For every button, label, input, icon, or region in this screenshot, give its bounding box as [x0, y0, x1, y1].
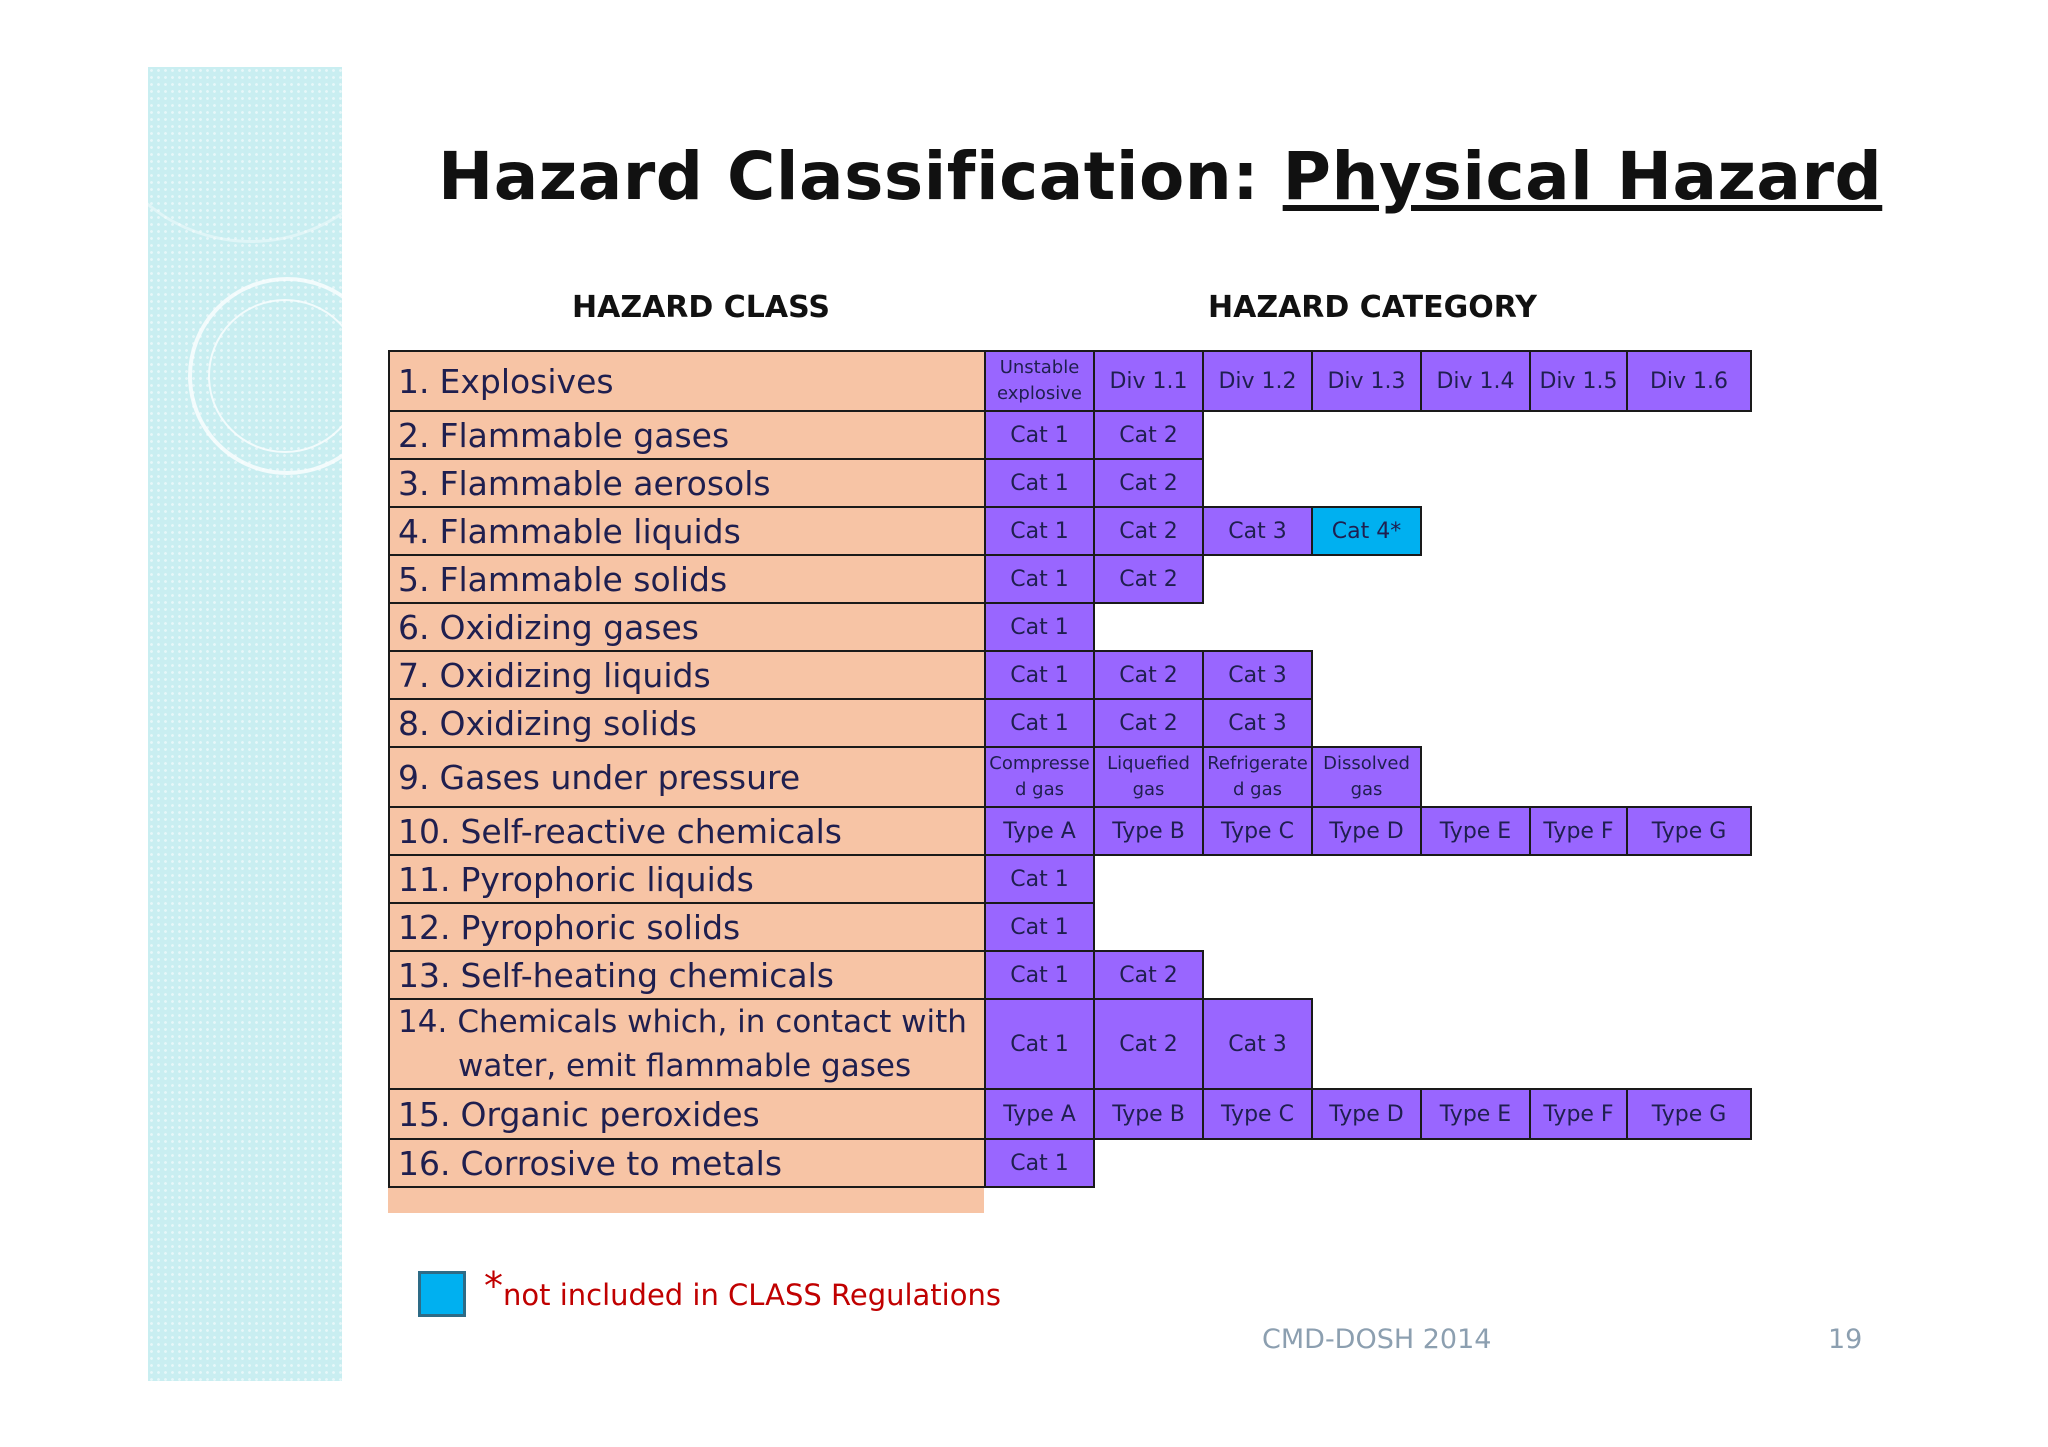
empty-cell	[1530, 699, 1627, 747]
empty-cell	[1627, 651, 1751, 699]
hazard-class-label: Gases under pressure	[439, 757, 801, 797]
hazard-category-cell: Cat 1	[985, 651, 1094, 699]
empty-cell	[1530, 999, 1627, 1089]
empty-cell	[1094, 603, 1203, 651]
hazard-class-label: Flammable gases	[439, 415, 730, 455]
hazard-class-cell	[389, 951, 985, 999]
empty-cell	[1094, 1139, 1203, 1187]
empty-cell	[1627, 1139, 1751, 1187]
hazard-category-cell: Dissolved gas	[1312, 747, 1421, 807]
hazard-row	[389, 411, 1751, 459]
hazard-category-cell: Div 1.4	[1421, 351, 1530, 411]
hazard-class-label: Flammable liquids	[439, 511, 741, 551]
hazard-category-cell: Cat 3	[1203, 999, 1312, 1089]
hazard-class-cell	[389, 555, 985, 603]
empty-cell	[1530, 951, 1627, 999]
empty-cell	[1627, 999, 1751, 1089]
hazard-row	[389, 807, 1751, 855]
hazard-category-cell: Type A	[985, 807, 1094, 855]
empty-cell	[1203, 951, 1312, 999]
empty-cell	[1530, 903, 1627, 951]
empty-cell	[1421, 903, 1530, 951]
hazard-category-cell: Cat 2	[1094, 507, 1203, 555]
hazard-class-cell	[389, 903, 985, 951]
empty-cell	[1421, 951, 1530, 999]
hazard-category-cell: Cat 3	[1203, 507, 1312, 555]
hazard-class-number: 5.	[398, 559, 430, 599]
hazard-class-number: 8.	[398, 703, 430, 743]
hazard-category-cell: Cat 2	[1094, 555, 1203, 603]
hazard-category-cell: Cat 2	[1094, 951, 1203, 999]
empty-cell	[1627, 855, 1751, 903]
hazard-class-label-continued: water, emit flammable gases	[458, 1048, 912, 1084]
hazard-category-cell: Unstable explosive	[985, 351, 1094, 411]
decorative-side-strip	[148, 67, 342, 1381]
hazard-category-cell: Liquefied gas	[1094, 747, 1203, 807]
legend-note	[484, 1264, 1001, 1312]
empty-cell	[1627, 507, 1751, 555]
hazard-category-cell: Cat 3	[1203, 651, 1312, 699]
hazard-row	[389, 747, 1751, 807]
hazard-class-cell	[389, 999, 985, 1089]
empty-cell	[1203, 855, 1312, 903]
empty-cell	[1530, 459, 1627, 507]
hazard-category-cell: Compresse d gas	[985, 747, 1094, 807]
hazard-class-cell	[389, 699, 985, 747]
hazard-class-label: Explosives	[439, 361, 614, 401]
hazard-class-number: 4.	[398, 511, 430, 551]
hazard-class-number: 2.	[398, 415, 430, 455]
empty-cell	[1421, 1139, 1530, 1187]
hazard-class-label: Organic peroxides	[460, 1094, 760, 1134]
hazard-table-body	[389, 351, 1751, 1187]
hazard-category-cell: Type B	[1094, 807, 1203, 855]
empty-cell	[1312, 555, 1421, 603]
empty-cell	[1312, 699, 1421, 747]
empty-cell	[1627, 699, 1751, 747]
hazard-class-cell	[389, 807, 985, 855]
title-colon: :	[1232, 138, 1283, 215]
hazard-category-cell: Cat 1	[985, 555, 1094, 603]
hazard-row	[389, 351, 1751, 411]
hazard-class-cell	[389, 855, 985, 903]
hazard-row	[389, 651, 1751, 699]
hazard-class-label: Pyrophoric solids	[460, 907, 741, 947]
empty-cell	[1530, 855, 1627, 903]
hazard-category-cell: Type D	[1312, 1089, 1421, 1139]
hazard-category-cell: Cat 3	[1203, 699, 1312, 747]
hazard-row	[389, 1089, 1751, 1139]
hazard-category-cell: Div 1.3	[1312, 351, 1421, 411]
hazard-class-number: 6.	[398, 607, 430, 647]
empty-cell	[1203, 603, 1312, 651]
hazard-category-cell: Div 1.5	[1530, 351, 1627, 411]
empty-cell	[1627, 555, 1751, 603]
empty-cell	[1312, 603, 1421, 651]
empty-cell	[1312, 855, 1421, 903]
decorative-ring	[148, 67, 342, 243]
empty-cell	[1627, 951, 1751, 999]
hazard-category-cell: Type E	[1421, 807, 1530, 855]
hazard-class-number: 15.	[398, 1094, 451, 1134]
hazard-class-number: 16.	[398, 1143, 451, 1183]
empty-cell	[1312, 1139, 1421, 1187]
hazard-row	[389, 507, 1751, 555]
hazard-category-cell: Cat 2	[1094, 699, 1203, 747]
hazard-row	[389, 951, 1751, 999]
hazard-category-cell: Cat 2	[1094, 459, 1203, 507]
empty-cell	[1421, 699, 1530, 747]
empty-cell	[1421, 651, 1530, 699]
empty-cell	[1312, 903, 1421, 951]
hazard-category-cell: Type A	[985, 1089, 1094, 1139]
hazard-class-label: Oxidizing gases	[439, 607, 699, 647]
legend-color-swatch	[418, 1271, 466, 1317]
hazard-class-label: Flammable aerosols	[439, 463, 771, 503]
title-main: Hazard Classification	[438, 138, 1233, 215]
hazard-category-cell: Type G	[1627, 807, 1751, 855]
hazard-class-label: Oxidizing liquids	[439, 655, 711, 695]
legend-asterisk: *	[484, 1264, 503, 1308]
hazard-category-cell: Cat 1	[985, 1139, 1094, 1187]
hazard-category-cell: Cat 1	[985, 411, 1094, 459]
hazard-category-cell: Type E	[1421, 1089, 1530, 1139]
empty-cell	[1530, 411, 1627, 459]
hazard-category-cell: Cat 1	[985, 507, 1094, 555]
hazard-class-cell	[389, 651, 985, 699]
footer-source: CMD-DOSH 2014	[1262, 1324, 1492, 1355]
hazard-class-cell	[389, 747, 985, 807]
hazard-class-number: 12.	[398, 907, 451, 947]
empty-cell	[1203, 1139, 1312, 1187]
empty-cell	[1530, 651, 1627, 699]
hazard-class-cell	[389, 507, 985, 555]
hazard-category-cell: Cat 1	[985, 999, 1094, 1089]
hazard-category-cell: Type G	[1627, 1089, 1751, 1139]
hazard-class-label: Corrosive to metals	[460, 1143, 783, 1183]
empty-cell	[1421, 747, 1530, 807]
hazard-class-cell	[389, 351, 985, 411]
hazard-category-cell: Cat 1	[985, 855, 1094, 903]
hazard-class-label: Pyrophoric liquids	[460, 859, 754, 899]
empty-cell	[1312, 411, 1421, 459]
empty-cell	[1312, 651, 1421, 699]
hazard-row	[389, 855, 1751, 903]
hazard-category-cell: Type D	[1312, 807, 1421, 855]
hazard-class-cell	[389, 1089, 985, 1139]
hazard-class-number: 7.	[398, 655, 430, 695]
hazard-classification-table	[388, 350, 1752, 1188]
slide-title	[438, 138, 1882, 215]
hazard-category-cell: Cat 2	[1094, 651, 1203, 699]
empty-cell	[1421, 555, 1530, 603]
hazard-class-label: Self-heating chemicals	[460, 955, 834, 995]
page-number: 19	[1828, 1324, 1863, 1355]
hazard-class-number: 13.	[398, 955, 451, 995]
empty-cell	[1312, 999, 1421, 1089]
hazard-category-cell: Cat 1	[985, 951, 1094, 999]
hazard-row	[389, 903, 1751, 951]
hazard-category-cell: Cat 1	[985, 459, 1094, 507]
empty-cell	[1530, 747, 1627, 807]
hazard-row	[389, 1139, 1751, 1187]
empty-cell	[1203, 903, 1312, 951]
empty-cell	[1421, 855, 1530, 903]
title-subtitle: Physical Hazard	[1282, 138, 1883, 215]
empty-cell	[1627, 459, 1751, 507]
hazard-class-label: Chemicals which, in contact with	[457, 1004, 967, 1040]
empty-cell	[1312, 951, 1421, 999]
hazard-category-cell: Div 1.2	[1203, 351, 1312, 411]
hazard-class-label: Flammable solids	[439, 559, 728, 599]
hazard-row	[389, 603, 1751, 651]
empty-cell	[1421, 999, 1530, 1089]
empty-cell	[1627, 903, 1751, 951]
hazard-category-cell: Refrigerate d gas	[1203, 747, 1312, 807]
hazard-category-cell: Cat 1	[985, 699, 1094, 747]
empty-cell	[1421, 411, 1530, 459]
hazard-category-cell: Div 1.6	[1627, 351, 1751, 411]
hazard-category-cell: Div 1.1	[1094, 351, 1203, 411]
empty-cell	[1203, 555, 1312, 603]
hazard-class-cell	[389, 603, 985, 651]
empty-cell	[1530, 507, 1627, 555]
hazard-category-cell: Cat 1	[985, 603, 1094, 651]
hazard-category-cell: Cat 2	[1094, 999, 1203, 1089]
hazard-row	[389, 555, 1751, 603]
hazard-category-cell: Type B	[1094, 1089, 1203, 1139]
legend-note-text: not included in CLASS Regulations	[503, 1278, 1001, 1312]
hazard-category-cell: Type F	[1530, 807, 1627, 855]
hazard-class-heading: HAZARD CLASS	[572, 290, 830, 325]
empty-cell	[1203, 459, 1312, 507]
hazard-class-cell	[389, 411, 985, 459]
hazard-category-cell: Type C	[1203, 1089, 1312, 1139]
empty-cell	[1312, 459, 1421, 507]
empty-cell	[1421, 459, 1530, 507]
empty-cell	[1421, 507, 1530, 555]
empty-cell	[1530, 603, 1627, 651]
hazard-category-cell: Type F	[1530, 1089, 1627, 1139]
hazard-row	[389, 999, 1751, 1089]
empty-cell	[1530, 1139, 1627, 1187]
empty-cell	[1627, 747, 1751, 807]
empty-cell	[1421, 603, 1530, 651]
hazard-row	[389, 699, 1751, 747]
empty-cell	[1094, 855, 1203, 903]
hazard-category-cell: Cat 2	[1094, 411, 1203, 459]
empty-cell	[1530, 555, 1627, 603]
hazard-class-number: 14.	[398, 1004, 448, 1040]
empty-cell	[1627, 603, 1751, 651]
hazard-category-cell: Cat 4*	[1312, 507, 1421, 555]
empty-cell	[1203, 411, 1312, 459]
hazard-class-number: 3.	[398, 463, 430, 503]
hazard-class-number: 10.	[398, 811, 451, 851]
hazard-category-cell: Cat 1	[985, 903, 1094, 951]
hazard-class-number: 1.	[398, 361, 430, 401]
hazard-category-cell: Type C	[1203, 807, 1312, 855]
hazard-class-number: 9.	[398, 757, 430, 797]
hazard-category-heading: HAZARD CATEGORY	[1208, 290, 1537, 325]
empty-cell	[1627, 411, 1751, 459]
hazard-class-cell	[389, 1139, 985, 1187]
hazard-class-number: 11.	[398, 859, 451, 899]
hazard-class-cell	[389, 459, 985, 507]
empty-cell	[1094, 903, 1203, 951]
hazard-row	[389, 459, 1751, 507]
hazard-class-label: Oxidizing solids	[439, 703, 697, 743]
hazard-class-label: Self-reactive chemicals	[460, 811, 842, 851]
